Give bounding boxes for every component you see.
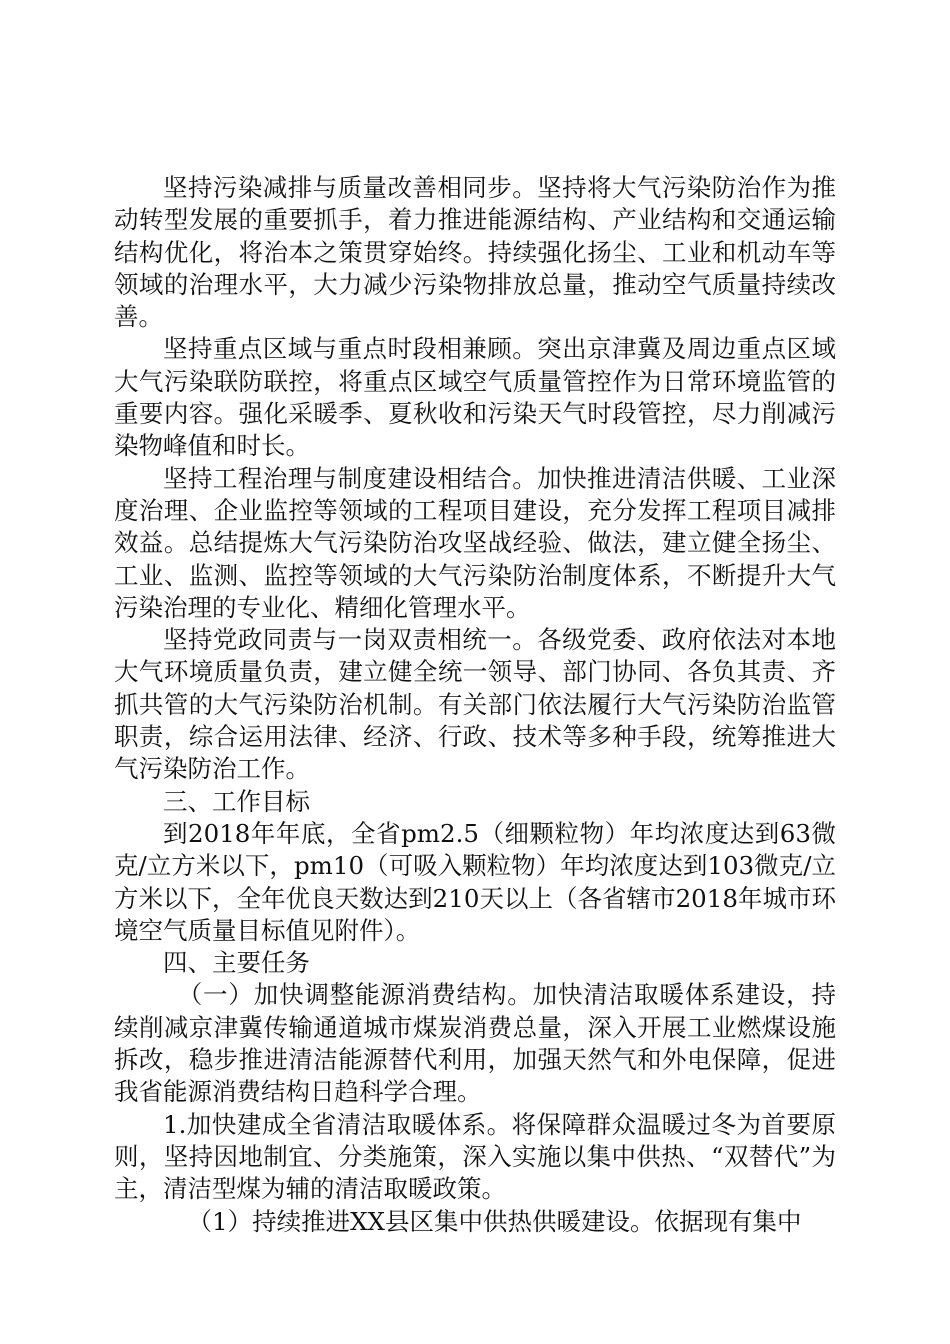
paragraph-principle-party-government: 坚持党政同责与一岗双责相统一。各级党委、政府依法对本地大气环境质量负责，建立健全统一领导、部门协同、各负其责、齐抓共管的大气污染防治机制。有关部门依法履行大气污染防治监管职责，综合运用法律、经济、行政、技术等多种手段，统筹推进大气污染防治工作。 (114, 625, 836, 784)
section-heading-main-tasks: 四、主要任务 (163, 948, 310, 978)
paragraph-task-central-heating: （1）持续推进XX县区集中供热供暖建设。依据现有集中 (187, 1206, 802, 1236)
paragraph-goals-targets: 到2018年年底，全省pm2.5（细颗粒物）年均浓度达到63微克/立方米以下，pm10（可吸入颗粒物）年均浓度达到103微克/立方米以下，全年优良天数达到210天以上（各省辖市2018年城市环境空气质量目标值见附件）。 (114, 818, 836, 945)
document-body (114, 172, 836, 1238)
paragraph-task-energy-structure: （一）加快调整能源消费结构。加快清洁取暖体系建设，持续削减京津冀传输通道城市煤炭消费总量，深入开展工业燃煤设施拆改，稳步推进清洁能源替代利用，加强天然气和外电保障，促进我省能源消费结构日趋科学合理。 (114, 980, 836, 1107)
section-heading-goals: 三、工作目标 (163, 786, 310, 816)
paragraph-principle-key-regions: 坚持重点区域与重点时段相兼顾。突出京津冀及周边重点区域大气污染联防联控，将重点区域空气质量管控作为日常环境监管的重要内容。强化采暖季、夏秋收和污染天气时段管控，尽力削减污染物峰值和时长。 (114, 334, 836, 461)
paragraph-principle-engineering-system: 坚持工程治理与制度建设相结合。加快推进清洁供暖、工业深度治理、企业监控等领域的工程项目建设，充分发挥工程项目减排效益。总结提炼大气污染防治攻坚战经验、做法，建立健全扬尘、工业、监测、监控等领域的大气污染防治制度体系，不断提升大气污染治理的专业化、精细化管理水平。 (114, 463, 836, 622)
paragraph-principle-emission-reduction: 坚持污染减排与质量改善相同步。坚持将大气污染防治作为推动转型发展的重要抓手，着力推进能源结构、产业结构和交通运输结构优化，将治本之策贯穿始终。持续强化扬尘、工业和机动车等领域的治理水平，大力减少污染物排放总量，推动空气质量持续改善。 (114, 173, 836, 332)
paragraph-task-clean-heating: 1.加快建成全省清洁取暖体系。将保障群众温暖过冬为首要原则，坚持因地制宜、分类施策，深入实施以集中供热、“双替代”为主，清洁型煤为辅的清洁取暖政策。 (114, 1109, 836, 1204)
